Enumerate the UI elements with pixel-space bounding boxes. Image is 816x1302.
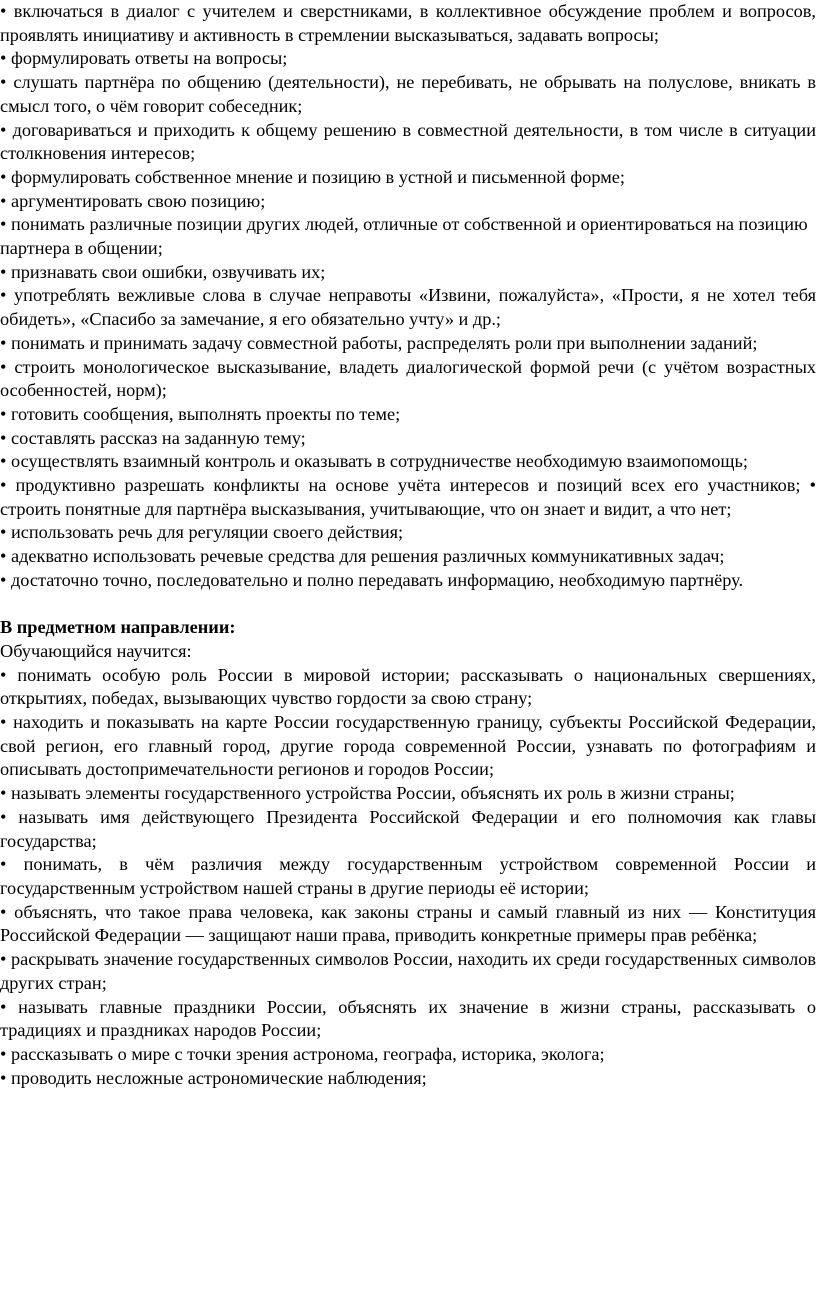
list-item: • достаточно точно, последовательно и полно передавать информацию, необходимую партнёру. <box>0 569 744 590</box>
list-item: • проводить несложные астрономические наблюдения; <box>0 1067 427 1088</box>
list-item: • объяснять, что такое права человека, как законы страны и самый главный из них — Конституция Российской Федерации — защищают наши права, приводить конкретные примеры прав ребёнка; <box>0 901 816 946</box>
list-item: • продуктивно разрешать конфликты на основе учёта интересов и позиций всех его участников; • строить понятные для партнёра высказывания, учитывающие, что он знает и видит, а что нет; <box>0 475 816 519</box>
list-item: • находить и показывать на карте России государственную границу, субъекты Российской Федерации, свой регион, его главный город, другие города современной России, узнавать по фотографиям и описывать достопримечательности регионов и городов России; <box>0 712 816 780</box>
list-item: • строить монологическое высказывание, владеть диалогической формой речи (с учётом возрастных особенностей, норм); <box>0 356 816 401</box>
section-heading: В предметном направлении: <box>0 617 236 638</box>
list-item: • использовать речь для регуляции своего действия; <box>0 522 404 543</box>
list-item: • употреблять вежливые слова в случае неправоты «Извини, пожалуйста», «Прости, я не хотел тебя обидеть», «Спасибо за замечание, я его обязательно учту» и др.; <box>0 285 816 330</box>
list-item: • называть главные праздники России, объяснять их значение в жизни страны, рассказывать о традициях и праздниках народов России; <box>0 996 816 1041</box>
list-item: • формулировать собственное мнение и позицию в устной и письменной форме; <box>0 166 625 187</box>
list-item: • составлять рассказ на заданную тему; <box>0 427 306 448</box>
list-item: • называть элементы государственного устройства России, объяснять их роль в жизни страны; <box>0 783 735 804</box>
list-item: • признавать свои ошибки, озвучивать их; <box>0 261 326 282</box>
list-item: • включаться в диалог с учителем и сверстниками, в коллективное обсуждение проблем и вопросов, проявлять инициативу и активность в стремлении высказываться, задавать вопросы; <box>0 1 816 45</box>
list-item: • формулировать ответы на вопросы; <box>0 48 288 69</box>
list-item: • понимать, в чём различия между государственным устройством современной России и государственным устройством нашей страны в другие периоды её истории; <box>0 854 816 898</box>
list-item: • рассказывать о мире с точки зрения астронома, географа, историка, эколога; <box>0 1043 605 1064</box>
subject-skills-list <box>0 664 816 1091</box>
list-item: • аргументировать свою позицию; <box>0 190 266 211</box>
list-item: • осуществлять взаимный контроль и оказывать в сотрудничестве необходимую взаимопомощь; <box>0 451 748 472</box>
list-item: • понимать различные позиции других людей, отличные от собственной и ориентироваться на позицию партнера в общении; <box>0 214 808 259</box>
list-item: • слушать партнёра по общению (деятельности), не перебивать, не обрывать на полуслове, вникать в смысл того, о чём говорит собеседник; <box>0 72 816 116</box>
communicative-skills-list <box>0 0 816 593</box>
list-item: • раскрывать значение государственных символов России, находить их среди государственных символов других стран; <box>0 949 816 993</box>
list-item: • понимать и принимать задачу совместной работы, распределять роли при выполнении заданий; <box>0 332 758 353</box>
blank-line <box>0 593 816 617</box>
list-item: • адекватно использовать речевые средства для решения различных коммуникативных задач; <box>0 546 725 567</box>
list-item: • готовить сообщения, выполнять проекты по теме; <box>0 403 401 424</box>
list-item: • понимать особую роль России в мировой истории; рассказывать о национальных свершениях, открытиях, победах, вызывающих чувство гордости за свою страну; <box>0 664 816 709</box>
section-intro: Обучающийся научится: <box>0 640 192 661</box>
list-item: • называть имя действующего Президента Российской Федерации и его полномочия как главы государства; <box>0 806 816 851</box>
list-item: • договариваться и приходить к общему решению в совместной деятельности, в том числе в ситуации столкновения интересов; <box>0 119 816 164</box>
